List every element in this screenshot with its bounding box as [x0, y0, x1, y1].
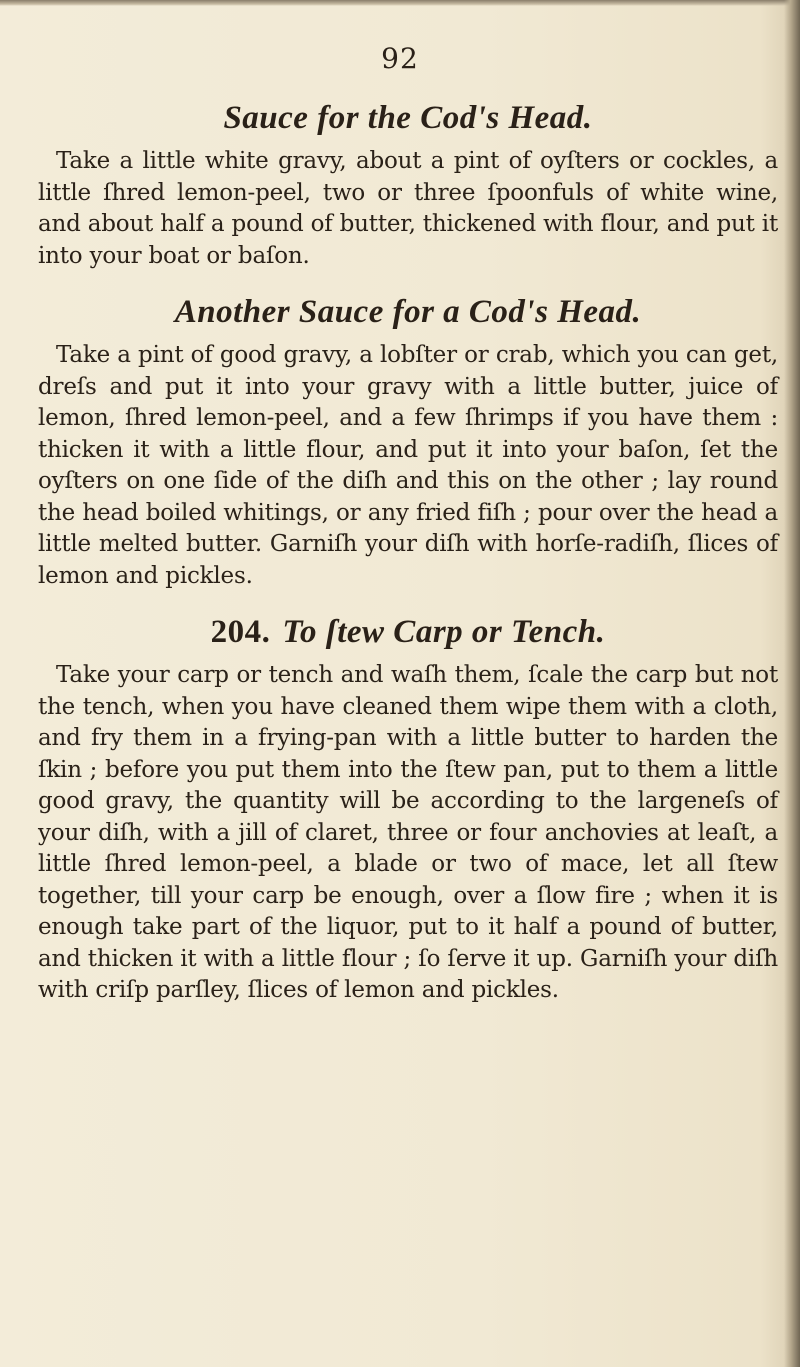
page-number: 92 — [381, 42, 419, 75]
page-top-edge — [0, 0, 800, 6]
recipe-number: 204. — [210, 614, 271, 650]
recipe-heading — [38, 92, 778, 144]
recipe-heading — [38, 606, 778, 658]
recipe-heading — [38, 286, 778, 338]
recipe-sauce-cods-head — [38, 92, 778, 272]
recipe-title: To ſtew Carp or Tench. — [282, 614, 606, 650]
recipe-text: Take a pint of good gravy, a lobſter or crab, which you can get, dreſs and put it into your gravy with a little butter, juice of lemon, ſhred lemon-peel, and a few ſhrimps if you have them : thicken it with a little flour, and put it into your baſon, ſet the oyſters on one ſide of the diſh and this on the other ; lay round the head boiled whitings, or any fried fiſh ; pour over the head a little melted butter. Garniſh your diſh with horſe-radiſh, ſlices of lemon and pickles. — [38, 342, 778, 589]
page-binding-shadow — [784, 0, 800, 1367]
recipe-text: Take a little white gravy, about a pint of oyſters or cockles, a little ſhred lemon-peel, two or three ſpoonfuls of white wine, and about half a pound of butter, thickened with flour, and put it into your boat or baſon. — [38, 148, 778, 269]
recipe-stew-carp-tench — [38, 606, 778, 1007]
recipe-title: Another Sauce for a Cod's Head. — [174, 294, 642, 330]
recipe-another-sauce-cods-head — [38, 286, 778, 592]
recipe-text: Take your carp or tench and waſh them, ſcale the carp but not the tench, when you have cleaned them wipe them with a cloth, and fry them in a frying-pan with a little butter to harden the ſkin ; before you put them into the ſtew pan, put to them a little good gravy, the quantity will be according to the largeneſs of your diſh, with a jill of claret, three or four anchovies at leaſt, a little ſhred lemon-peel, a blade or two of mace, let all ſtew together, till your carp be enough, over a ſlow fire ; when it is enough take part of the liquor, put to it half a pound of butter, and thicken it with a little flour ; ſo ſerve it up. Garniſh your diſh with criſp parſley, ſlices of lemon and pickles. — [38, 662, 778, 1003]
recipe-title: Sauce for the Cod's Head. — [223, 100, 593, 136]
text-column — [38, 92, 778, 1021]
